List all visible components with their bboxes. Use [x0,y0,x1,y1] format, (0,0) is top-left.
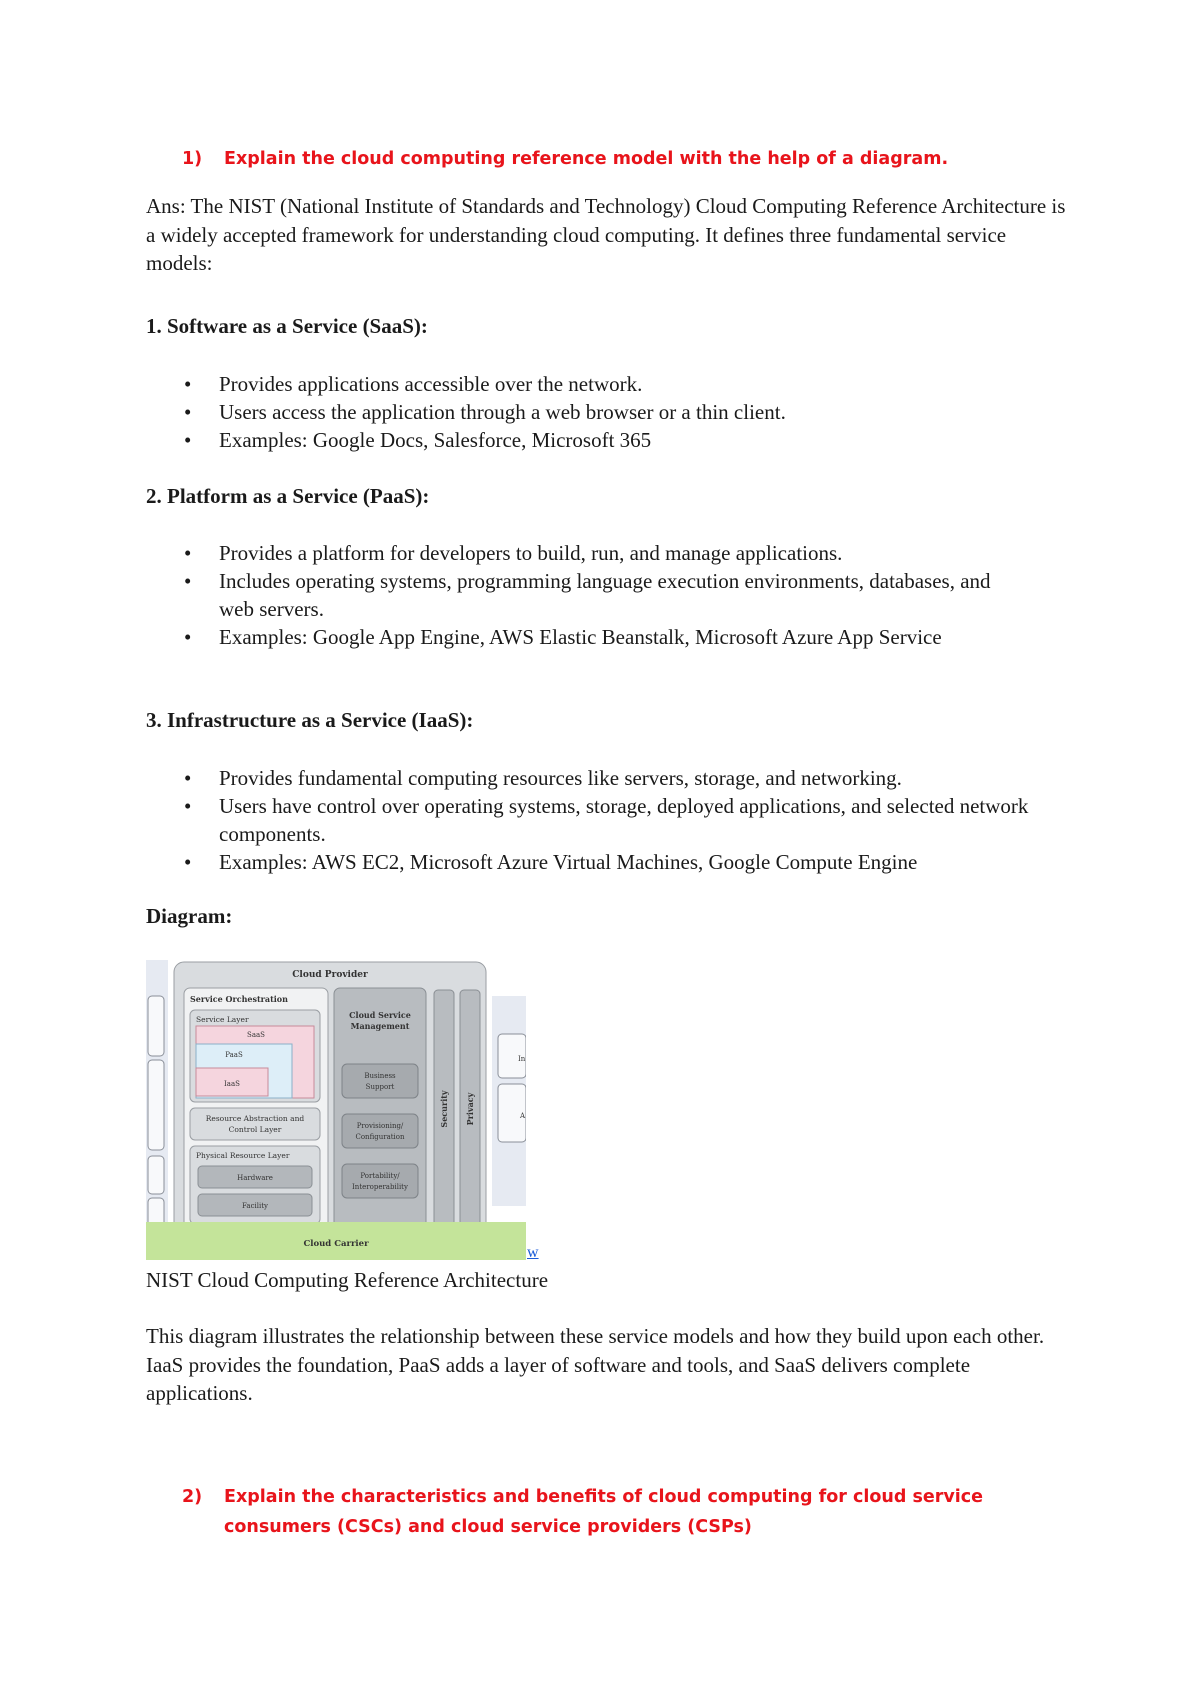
facility-label: Facility [242,1202,268,1210]
list-item: • Examples: AWS EC2, Microsoft Azure Virtual Machines, Google Compute Engine [146,848,1046,876]
section-heading-iaas: 3. Infrastructure as a Service (IaaS): [146,708,474,732]
question-2 [182,1482,1042,1542]
list-item: • Users have control over operating systems, storage, deployed applications, and selected network components. [146,792,1046,848]
list-item: • Provides fundamental computing resources like servers, storage, and networking. [146,764,1046,792]
list-item: • Examples: Google Docs, Salesforce, Microsoft 365 [146,426,1046,454]
question-2-text: Explain the characteristics and benefits of cloud computing for cloud service consumers (CSCs) and cloud service providers (CSPs) [224,1487,984,1537]
left-actor-box [148,996,164,1056]
paas-label: PaaS [225,1051,243,1059]
left-actor-box [148,1060,164,1150]
resource-abstraction-box [190,1108,320,1140]
section-heading-paas: 2. Platform as a Service (PaaS): [146,484,430,508]
saas-label: SaaS [247,1031,265,1039]
right-actor-fragment: A [520,1112,526,1120]
physical-resource-layer-label: Physical Resource Layer [196,1151,290,1160]
provisioning-label: Configuration [355,1133,405,1141]
portability-label: Portability/ [360,1172,400,1180]
security-label: Security [439,1090,449,1128]
cloud-carrier-label: Cloud Carrier [303,1239,369,1249]
diagram-caption: NIST Cloud Computing Reference Architecture [146,1268,549,1292]
answer-intro: Ans: The NIST (National Institute of Standards and Technology) Cloud Computing Reference Architecture is a widely accepted framework for understanding cloud computing. It defines three fundamental service models: [146,194,1066,276]
right-actor-fragment: In [518,1055,526,1063]
service-orchestration-label: Service Orchestration [190,994,288,1004]
diagram-heading: Diagram: [146,904,233,928]
privacy-label: Privacy [465,1092,475,1126]
list-item: • Provides a platform for developers to build, run, and manage applications. [146,539,1006,567]
list-item: • Includes operating systems, programming language execution environments, databases, and web servers. [146,567,1006,623]
provisioning-label: Provisioning/ [356,1122,404,1130]
service-layer-label: Service Layer [196,1015,249,1024]
closing-paragraph: This diagram illustrates the relationship between these service models and how they build upon each other. IaaS provides the foundation, PaaS adds a layer of software and tools, and SaaS delivers complete applications. [146,1324,1045,1406]
resource-abstraction-label: Resource Abstraction and [205,1114,305,1123]
cloud-service-management-label: Cloud Service [349,1010,411,1020]
question-1-number: 1) [182,149,203,169]
resource-abstraction-label: Control Layer [228,1125,282,1134]
nist-architecture-diagram [146,960,526,1260]
question-1 [182,144,948,174]
business-support-box [342,1064,418,1098]
cloud-provider-label: Cloud Provider [292,970,368,980]
business-support-label: Business [364,1072,396,1080]
image-link[interactable]: w [527,1244,539,1261]
portability-box [342,1164,418,1198]
business-support-label: Support [365,1083,395,1091]
list-item: • Provides applications accessible over the network. [146,370,1046,398]
list-item: • Users access the application through a web browser or a thin client. [146,398,1046,426]
iaas-label: IaaS [224,1080,240,1088]
list-item: • Examples: Google App Engine, AWS Elastic Beanstalk, Microsoft Azure App Service [146,623,1006,651]
hardware-label: Hardware [237,1174,273,1182]
cloud-service-management-label: Management [350,1021,410,1031]
bullet-list-iaas [146,764,1046,876]
question-1-text: Explain the cloud computing reference model with the help of a diagram. [224,149,949,169]
bullet-list-paas [146,539,1006,651]
left-actor-box [148,1156,164,1194]
section-heading-saas: 1. Software as a Service (SaaS): [146,314,428,338]
portability-label: Interoperability [352,1183,408,1191]
bullet-list-saas [146,370,1046,454]
question-2-number: 2) [182,1487,203,1507]
provisioning-box [342,1114,418,1148]
